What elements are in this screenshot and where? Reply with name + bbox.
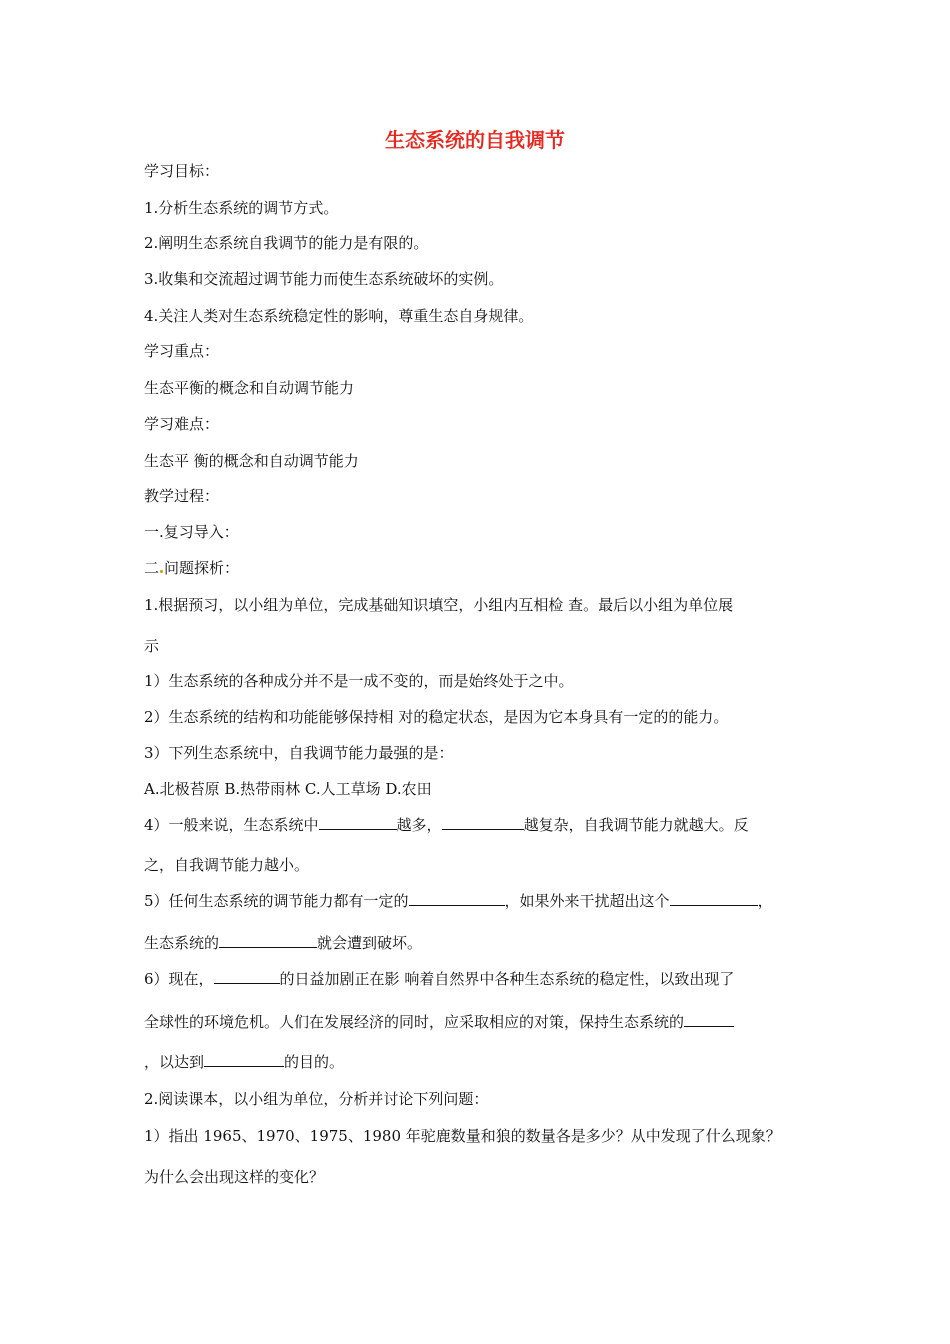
difficulties-text: 生态平 衡的概念和自动调节能力 [144, 452, 359, 470]
objectives-heading: 学习目标： [144, 162, 220, 180]
objective-item-1: 1.分析生态系统的调节方式。 [144, 199, 339, 217]
difficulties-heading: 学习难点： [144, 415, 220, 433]
section-explore: 二 问题探析： [144, 559, 240, 577]
task1-question-5: 5）任何生态系统的调节能力都有一定的 ，如果外来干扰超出这个 ， [144, 892, 773, 910]
fill-blank [409, 891, 505, 906]
key-points-text: 生态平衡的概念和自动调节能力 [144, 379, 355, 397]
task1-intro-line1: 1.根据预习，以小组为单位，完成基础知识填空，小组内互相检 查。最后以小组为单位展 [144, 596, 734, 614]
task1-question-4: 4）一般来说，生态系统中 越多， 越复杂，自我调节能力就越大。反 [144, 816, 749, 834]
process-heading: 教学过程： [144, 487, 220, 505]
task1-question-4-line2: 之，自我调节能力越小。 [144, 856, 310, 874]
task1-question-3-options: A.北极苔原 B.热带雨林 C.人工草场 D.农田 [144, 780, 432, 798]
objective-item-3: 3.收集和交流超过调节能力而使生态系统破坏的实例。 [144, 270, 504, 288]
task1-question-2: 2）生态系统的结构和功能能够保持相 对的稳定状态，是因为它本身具有一定的的能力。 [144, 708, 729, 726]
fill-blank [684, 1012, 734, 1027]
task1-question-3: 3）下列生态系统中，自我调节能力最强的是： [144, 744, 454, 762]
fill-blank [670, 891, 758, 906]
fill-blank [442, 815, 524, 830]
fill-blank [214, 969, 280, 984]
objective-item-2: 2.阐明生态系统自我调节的能力是有限的。 [144, 234, 429, 252]
task2-heading: 2.阅读课本，以小组为单位，分析并讨论下列问题： [144, 1090, 489, 1108]
section-review: 一.复习导入： [144, 523, 239, 541]
task1-question-6-line3: ，以达到 的目的。 [144, 1053, 345, 1071]
objective-item-4: 4.关注人类对生态系统稳定性的影响，尊重生态自身规律。 [144, 307, 534, 325]
task2-question-1-line2: 为什么会出现这样的变化？ [144, 1168, 325, 1186]
task1-question-6: 6）现在， 的日益加剧正在影 响着自然界中各种生态系统的稳定性，以致出现了 [144, 970, 735, 988]
fill-blank [204, 1052, 284, 1067]
fill-blank [219, 933, 317, 948]
task1-question-5-line2: 生态系统的 就会遭到破坏。 [144, 934, 423, 952]
task1-intro-line2: 示 [144, 637, 160, 655]
task1-question-6-line2: 全球性的环境危机。人们在发展经济的同时，应采取相应的对策，保持生态系统的 [144, 1012, 734, 1032]
page-title: 生态系统的自我调节 [385, 128, 565, 152]
key-points-heading: 学习重点： [144, 342, 220, 360]
task1-question-1: 1）生态系统的各种成分并不是一成不变的，而是始终处于之中。 [144, 672, 574, 690]
fill-blank [319, 815, 397, 830]
stray-dot-mark [160, 570, 163, 573]
task2-question-1-line1: 1）指出 1965、1970、1975、1980 年驼鹿数量和狼的数量各是多少？从中发现了什么现象？ [144, 1127, 781, 1145]
